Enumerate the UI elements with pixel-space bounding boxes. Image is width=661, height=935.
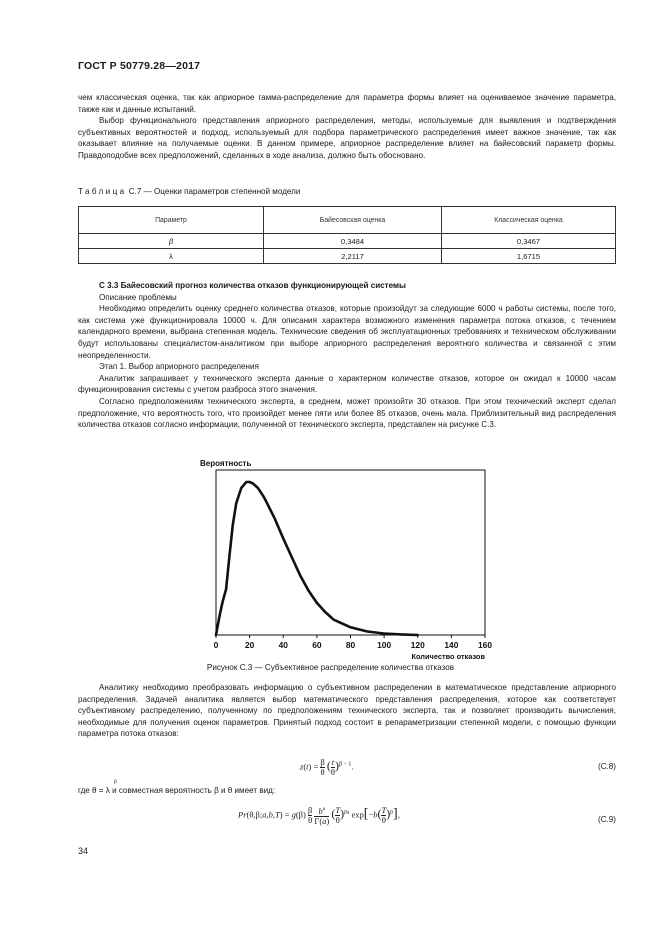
figure-caption: Рисунок С.3 — Субъективное распределение количества отказов xyxy=(206,663,455,672)
table-header-cell: Байесовская оценка xyxy=(264,207,442,234)
section-subheading-1: Описание проблемы xyxy=(99,292,177,302)
x-tick-label: 100 xyxy=(377,640,392,650)
equation-c9-label: (С.9) xyxy=(598,815,616,824)
after-paragraph-1: Аналитику необходимо преобразовать информацию о субъективном распределении в математическое представление априорного распределения. Задачей аналитика является выбор математического представления распределения, которое как соответствует субъективному распределению, полученному по предположениям технического эксперта, так и позволяет производить вычисления, необходимые для получения оценок параметров. Принятый подход состоит в репараметризации степенной модели, с помощью функции параметра потока отказов: xyxy=(78,683,616,739)
table-cell: β xyxy=(79,234,264,249)
equation-c8: z(t) = $\frac{\beta}{\theta}$ ( $\frac{t}{\theta}$ )$^{\beta - 1}$. xyxy=(300,757,354,777)
where-text: где θ = λ и совместная вероятность β и θ имеет вид: xyxy=(78,786,276,795)
document-header: ГОСТ Р 50779.28—2017 xyxy=(78,60,201,72)
table-row xyxy=(79,234,616,249)
after-text xyxy=(78,682,616,740)
x-tick-label: 160 xyxy=(478,640,492,650)
x-axis-label: Количество отказов xyxy=(411,652,485,660)
distribution-curve xyxy=(216,482,418,635)
section-subheading-2: Этап 1. Выбор априорного распределения xyxy=(99,362,259,372)
section-paragraph-1: Необходимо определить оценку среднего количества отказов, которые произойдут за следующие 6000 ч работы системы, после того, как система уже функционировала 10000 ч. Для описания характера возможного изменения параметра потока отказов, с течением календарного времени, выбрана степенная модель. Технические сведения об эксплуатационных требованиях и техническом обслуживании будут использованы специалистом-аналитиком при выборе априорного распределения вероятного количества и связанной с этим неопределенности. xyxy=(78,304,616,360)
distribution-chart xyxy=(190,450,500,660)
table-caption-title: С.7 — Оценки параметров степенной модели xyxy=(128,187,301,196)
beta-superscript: β xyxy=(114,779,117,785)
y-axis-label: Вероятность xyxy=(200,459,252,468)
section-paragraph-2: Аналитик запрашивает у технического эксперта данные о характерном количестве отказов, которое он ожидал к 10000 часам функционирования системы с учетом разброса этого значения. xyxy=(78,373,616,395)
section-title: С 3.3 Байесовский прогноз количества отказов функционирующей системы xyxy=(99,281,406,290)
intro-paragraph-2: Выбор функционального представления априорного распределения, методы, используемые для выявления и подтверждения субъективных вероятностей и подход, используемый для подбора параметрического распределения имеет важное значение, так как оказывает влияние на получаемые оценки. В данном примере, априорное распределение влияет на байесовский параметр формы. Правдоподобие всех предположений, сделанных в ходе анализа, должно быть обосновано. xyxy=(78,116,616,160)
table-caption-label: Таблица xyxy=(78,187,127,196)
x-axis-ticks xyxy=(214,635,493,650)
intro-paragraph-1: чем классическая оценка, так как априорное гамма-распределение для параметра формы влияет на оцениваемое значение параметра, также как и данные испытаний. xyxy=(78,93,616,114)
table-header-cell: Параметр xyxy=(79,207,264,234)
x-tick-label: 80 xyxy=(345,640,356,650)
equation-c9: Pr(θ,β;a,b,T) = g(β) $\frac{\beta}{\theta}$ $\frac{b^a}{\Gamma(a)}$ ( $\frac{T}{\theta}$ )$^{\beta a}$ exp[−b( $\frac{T}{\theta}$ )$^\beta$], xyxy=(238,804,400,826)
page-number: 34 xyxy=(78,846,89,856)
table-cell: λ xyxy=(79,249,264,264)
intro-text xyxy=(78,92,616,162)
table-cell: 0,3484 xyxy=(264,234,442,249)
x-tick-label: 40 xyxy=(278,640,288,650)
table-caption xyxy=(78,187,300,196)
parameter-estimates-table xyxy=(78,206,616,264)
table-header-row xyxy=(79,207,616,234)
x-tick-label: 140 xyxy=(444,640,459,650)
table-cell: 0,3467 xyxy=(442,234,616,249)
x-tick-label: 0 xyxy=(213,640,219,650)
plot-frame xyxy=(216,470,485,635)
x-tick-label: 60 xyxy=(312,640,322,650)
x-tick-label: 120 xyxy=(410,640,425,650)
x-tick-label: 20 xyxy=(244,640,255,650)
table-cell: 1,6715 xyxy=(442,249,616,264)
equation-c8-label: (С.8) xyxy=(598,762,616,771)
table-row xyxy=(79,249,616,264)
table-header-cell: Классическая оценка xyxy=(442,207,616,234)
table-cell: 2,2117 xyxy=(264,249,442,264)
section-text xyxy=(78,280,616,431)
section-paragraph-3: Согласно предположениям технического эксперта, в среднем, может произойти 30 отказов. При этом технический эксперт сделал предположение, что вероятность того, что произойдет менее пяти или более 85 отказов, очень мала. Приблизительный вид распределения количества отказов согласно информации, полученной от технического эксперта, представлен на рисунке С.3. xyxy=(78,396,616,430)
